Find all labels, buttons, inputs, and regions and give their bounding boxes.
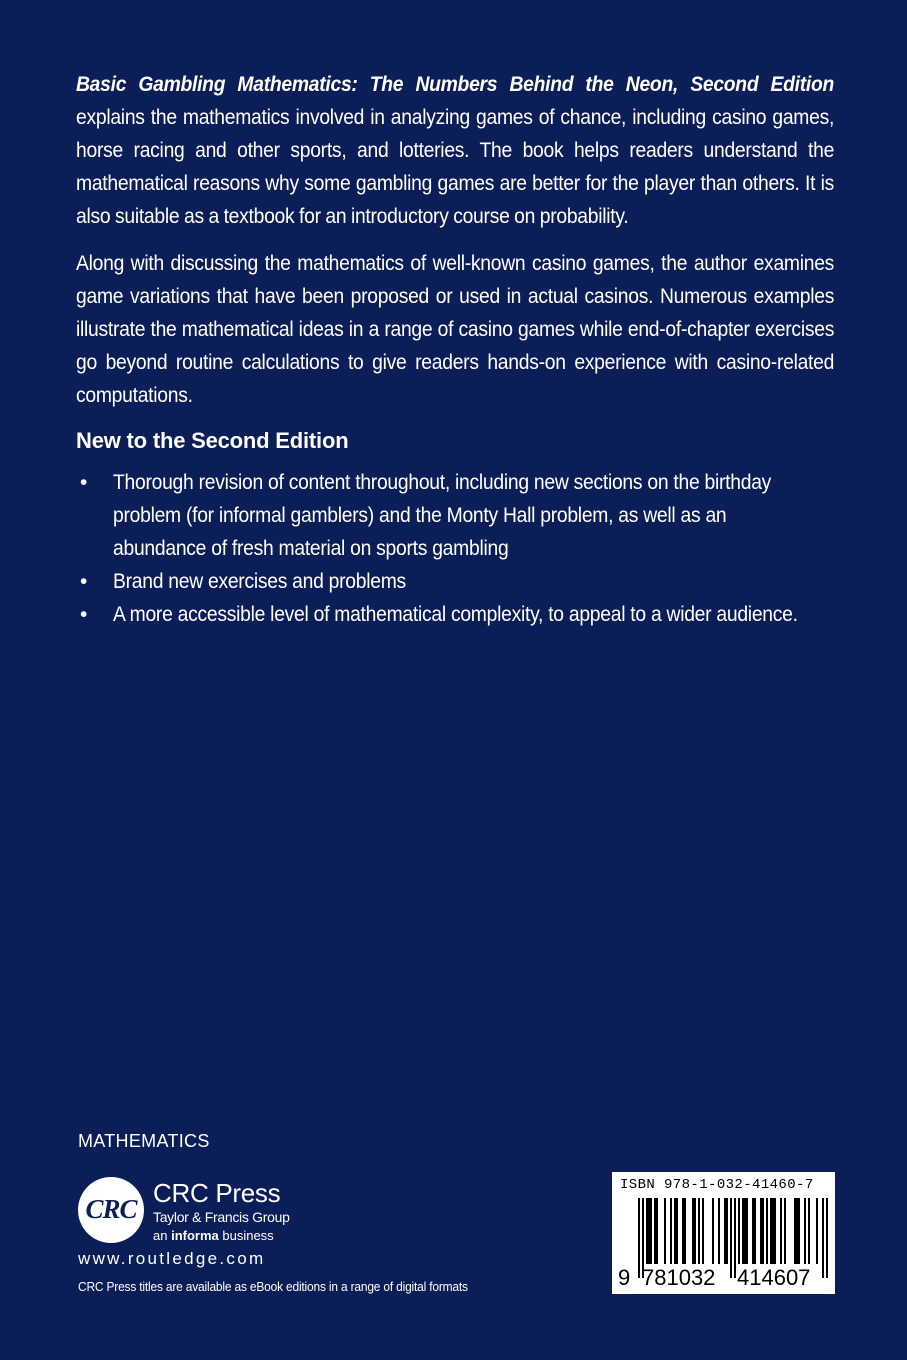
barcode-bar [784,1198,786,1264]
barcode-bar [712,1198,714,1264]
barcode-bar [676,1198,678,1264]
barcode-bar [648,1198,650,1264]
barcode-bar [742,1198,744,1264]
isbn-barcode [612,1172,835,1294]
publisher-group: Taylor & Francis Group [153,1209,290,1225]
barcode-bar [808,1198,810,1264]
barcode-left-digits: 781032 [642,1265,716,1290]
subject-category: MATHEMATICS [78,1131,210,1151]
publisher-logo [78,1177,378,1247]
barcode-bar [770,1198,772,1264]
isbn-label: ISBN 978-1-032-41460-7 [620,1177,814,1193]
description-block [76,68,834,631]
barcode-bar [752,1198,754,1264]
barcode-bar [650,1198,652,1264]
barcode-bar [638,1198,640,1278]
barcode-bar [826,1198,828,1278]
barcode-bar [646,1198,648,1264]
barcode-bar [738,1198,740,1264]
barcode-bar [698,1198,700,1264]
barcode-bar [804,1198,806,1264]
barcode-bar [798,1198,800,1264]
barcode-bar [762,1198,764,1264]
description-paragraph-1-text: explains the mathematics involved in analyzing games of chance, including casino games, horse racing and other sports, and lotteries. The book helps readers understand the mathematical reasons why some gambling games are better for the player than others. It is also suitable as a textbook for an introductory course on probability. [76,106,835,228]
barcode-bar [774,1198,776,1264]
ebook-formats-note: CRC Press titles are available as eBook editions in a range of digital formats [78,1279,468,1294]
barcode-bar [718,1198,720,1264]
bullet-icon: • [80,471,88,494]
list-item-text: Thorough revision of content throughout, including new sections on the birthday problem (for informal gamblers) and the Monty Hall problem, as well as an abundance of fresh material on sports gambling [113,471,772,560]
barcode-bar [766,1198,768,1264]
barcode-bar [816,1198,818,1264]
barcode-bar [702,1198,704,1264]
barcode-bar [656,1198,658,1264]
barcode-bar [654,1198,656,1264]
barcode-bar [670,1198,672,1264]
barcode-bar [822,1198,824,1278]
barcode-bar [730,1198,732,1278]
barcode-bar [744,1198,746,1264]
barcode-bar [692,1198,694,1264]
description-paragraph-1 [76,68,834,233]
barcode-bar [772,1198,774,1264]
list-item-text: A more accessible level of mathematical complexity, to appeal to a wider audience. [113,603,798,626]
description-paragraph-2: Along with discussing the mathematics of well-known casino games, the author examines game variations that have been proposed or used in actual casinos. Numerous examples illustrate the mathematical ideas in a range of casino games while end-of-chapter exercises go beyond routine calculations to give readers hands-on experience with casino-related computations. [76,252,835,407]
publisher-website: www.routledge.com [78,1249,266,1268]
bullet-icon: • [80,570,88,593]
barcode-bar [724,1198,726,1264]
barcode-bar [796,1198,798,1264]
publisher-name: CRC Press [153,1178,281,1208]
crc-logo-icon [78,1177,144,1243]
list-item [76,466,834,565]
new-edition-heading: New to the Second Edition [76,428,349,453]
barcode-lead-digit: 9 [618,1265,631,1290]
barcode-bar [726,1198,728,1264]
barcode-right-digits: 414607 [737,1265,811,1290]
barcode-bar [754,1198,756,1264]
barcode-bar [664,1198,666,1264]
barcode-bar [684,1198,686,1264]
list-item [76,598,834,631]
barcode-bar [760,1198,762,1264]
barcode-bar [746,1198,748,1264]
barcode-bar [682,1198,684,1264]
crc-logo-text: CRC [85,1194,137,1224]
barcode-bar [734,1198,736,1278]
publisher-business: an informa business [153,1228,274,1243]
barcode-bar [780,1198,782,1264]
new-edition-list [76,466,834,631]
list-item [76,565,834,598]
barcode-bar [694,1198,696,1264]
barcode-bar [674,1198,676,1264]
book-title: Basic Gambling Mathematics: The Numbers Behind the Neon, Second Edition [76,73,835,96]
bullet-icon: • [80,603,88,626]
barcode-bar [794,1198,796,1264]
list-item-text: Brand new exercises and problems [113,570,406,593]
